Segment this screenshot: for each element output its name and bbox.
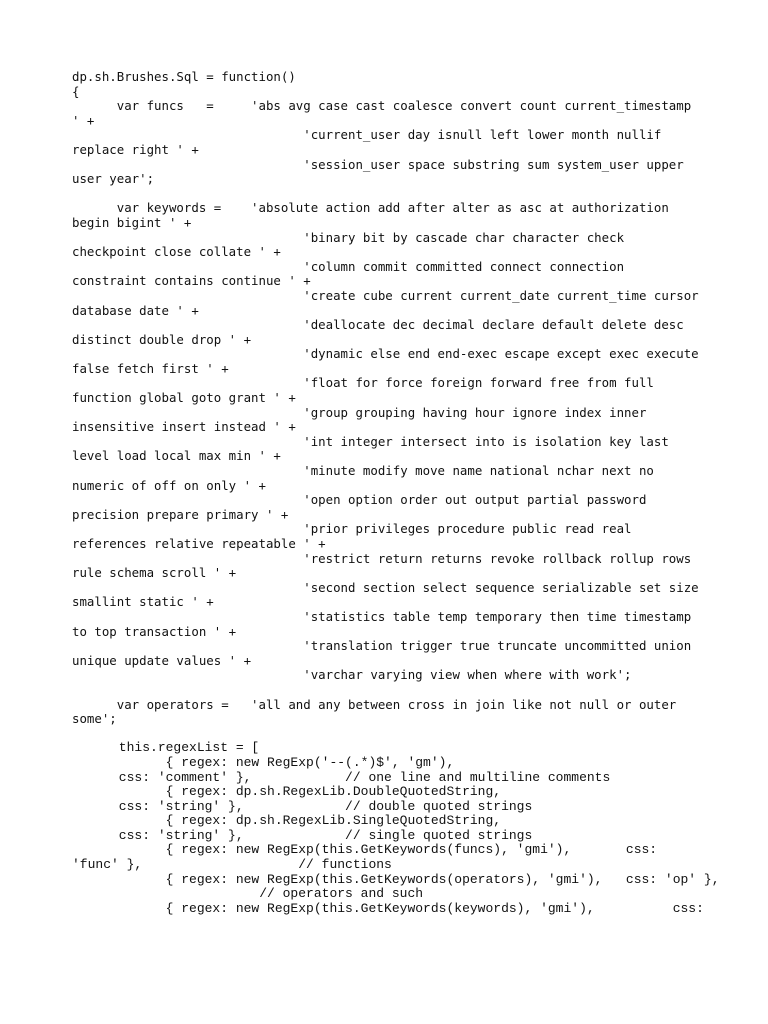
code-line: 'restrict return returns revoke rollback rollup rows [72,550,692,566]
code-line: { regex: new RegExp(this.GetKeywords(funcs), 'gmi'), css: [72,842,658,858]
code-line: 'create cube current current_date current_time cursor [72,287,699,303]
code-line: unique update values ' + [72,652,252,668]
code-line: numeric of off on only ' + [72,477,266,493]
code-line: var funcs = 'abs avg case cast coalesce convert count current_timestamp [72,98,692,114]
code-line: replace right ' + [72,141,199,157]
code-line [72,187,712,202]
code-line: 'dynamic else end end-exec escape except exec execute [72,346,699,362]
code-line: function global goto grant ' + [72,390,296,406]
code-line: this.regexList = [ [72,740,260,756]
code-line: begin bigint ' + [72,214,192,230]
code-line: checkpoint close collate ' + [72,244,281,260]
code-line [72,683,712,698]
code-line: 'translation trigger true truncate uncommitted union [72,638,692,654]
code-line: var keywords = 'absolute action add after alter as asc at authorization [72,200,669,216]
code-line: database date ' + [72,302,199,318]
code-line: 'open option order out output partial password [72,492,647,508]
code-line: css: 'string' }, // single quoted strings [72,827,533,843]
code-line: 'second section select sequence serializable set size [72,579,699,595]
code-line: some'; [72,711,117,727]
code-line: 'current_user day isnull left lower month nullif [72,127,662,143]
code-line: smallint static ' + [72,594,214,610]
code-line: { regex: dp.sh.RegexLib.DoubleQuotedString, [72,784,502,800]
code-line: 'float for force foreign forward free from full [72,375,654,391]
code-line: { regex: new RegExp(this.GetKeywords(keywords), 'gmi'), css: [72,900,704,916]
code-line: { regex: new RegExp('--(.*)$', 'gm'), [72,754,455,770]
code-line: dp.sh.Brushes.Sql = function() [72,69,296,84]
code-line: 'prior privileges procedure public read real [72,521,632,537]
code-block [72,69,720,916]
code-line: 'binary bit by cascade char character check [72,229,625,245]
code-line: 'int integer intersect into is isolation key last [72,433,669,449]
code-line: 'session_user space substring sum system_user upper [72,156,684,172]
code-line: distinct double drop ' + [72,331,252,347]
code-line: 'group grouping having hour ignore index inner [72,404,647,420]
code-line: { regex: dp.sh.RegexLib.SingleQuotedString, [72,813,502,829]
code-line: references relative repeatable ' + [72,536,326,551]
code-line: level load local max min ' + [72,448,281,464]
code-line [72,727,712,742]
code-line: css: 'comment' }, // one line and multiline comments [72,769,611,785]
code-line: // operators and such [72,886,424,902]
code-line: 'minute modify move name national nchar next no [72,463,654,479]
code-line: 'deallocate dec decimal declare default delete desc [72,317,684,333]
code-line: { [72,83,80,99]
code-line: precision prepare primary ' + [72,506,289,522]
code-line: constraint contains continue ' + [72,273,311,289]
code-line: 'statistics table temp temporary then time timestamp [72,608,692,624]
code-line: insensitive insert instead ' + [72,419,296,435]
code-line: 'varchar varying view when where with work'; [72,667,632,683]
code-line: 'column commit committed connect connection [72,258,625,274]
code-line: false fetch first ' + [72,360,229,376]
code-line: user year'; [72,171,155,187]
code-line: css: 'string' }, // double quoted strings [72,798,533,814]
code-line: var operators = 'all and any between cross in join like not null or outer [72,696,677,712]
code-line: rule schema scroll ' + [72,565,237,581]
code-line: 'func' }, // functions [72,857,392,873]
code-line: { regex: new RegExp(this.GetKeywords(operators), 'gmi'), css: 'op' }, [72,871,720,887]
code-line: ' + [72,112,95,128]
code-line: to top transaction ' + [72,623,237,639]
